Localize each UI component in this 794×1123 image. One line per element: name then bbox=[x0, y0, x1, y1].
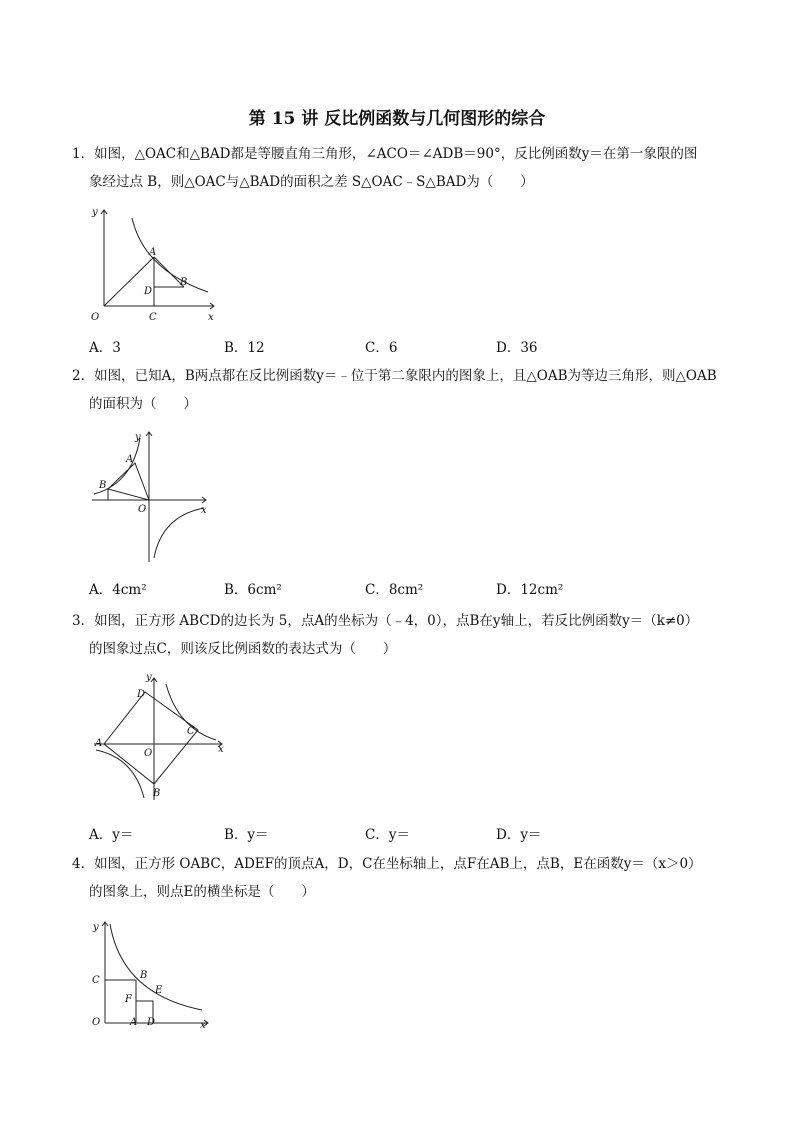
square-ABCD bbox=[104, 692, 198, 784]
label-C: C bbox=[187, 726, 195, 737]
option-C: C．6 bbox=[365, 340, 398, 356]
option-B: B．12 bbox=[224, 340, 265, 356]
option-C: C．y＝ bbox=[365, 827, 410, 843]
hyperbola-curve bbox=[132, 218, 208, 292]
label-E: E bbox=[155, 985, 163, 996]
option-B: B．y＝ bbox=[224, 827, 269, 843]
hyperbola-branch-4 bbox=[154, 508, 204, 558]
label-C: C bbox=[92, 975, 100, 986]
question-1-line-2: 象经过点 B，则△OAC与△BAD的面积之差 S△OAC﹣S△BAD为（ ） bbox=[89, 174, 534, 190]
option-B: B．6cm² bbox=[224, 582, 282, 598]
question-3-text-1: 如图，正方形 ABCD的边长为 5，点A的坐标为（﹣4，0），点B在y轴上，若反比例函数y＝（k≠0） bbox=[94, 613, 699, 629]
label-y: y bbox=[146, 672, 152, 683]
question-4-figure bbox=[88, 914, 213, 1032]
label-A: A bbox=[130, 1017, 138, 1028]
label-y: y bbox=[92, 207, 98, 218]
option-A: A．4cm² bbox=[89, 582, 147, 598]
label-C: C bbox=[149, 312, 157, 323]
question-1-figure bbox=[88, 200, 218, 325]
question-1-number: 1． bbox=[72, 146, 95, 162]
label-O: O bbox=[144, 748, 153, 759]
hyperbola-curve bbox=[110, 924, 202, 1010]
question-3-figure bbox=[88, 672, 228, 804]
label-B: B bbox=[180, 277, 188, 288]
option-D: D．36 bbox=[496, 340, 538, 356]
label-B: B bbox=[140, 970, 148, 981]
label-B: B bbox=[99, 480, 107, 491]
question-2-text-1: 如图，已知A，B两点都在反比例函数y＝﹣位于第二象限内的图象上，且△OAB为等边三角形，则△OAB bbox=[94, 368, 717, 384]
label-D: D bbox=[144, 286, 153, 297]
question-1-line-1 bbox=[72, 140, 742, 168]
question-4-number: 4． bbox=[72, 856, 95, 872]
question-3-line-1 bbox=[72, 607, 742, 635]
question-4-line-2: 的图象上，则点E的横坐标是（ ） bbox=[89, 884, 315, 900]
label-A: A bbox=[126, 454, 134, 465]
question-2-number: 2． bbox=[72, 368, 95, 384]
page-title: 第 15 讲 反比例函数与几何图形的综合 bbox=[248, 109, 546, 129]
question-4 bbox=[72, 850, 742, 906]
label-D: D bbox=[147, 1017, 156, 1028]
option-C: C．8cm² bbox=[365, 582, 424, 598]
label-D: D bbox=[137, 689, 146, 700]
label-F: F bbox=[125, 994, 132, 1005]
question-2-line-2: 的面积为（ ） bbox=[89, 396, 197, 412]
label-x: x bbox=[200, 1020, 206, 1031]
label-x: x bbox=[208, 312, 214, 323]
question-2-line-1 bbox=[72, 362, 742, 390]
label-O: O bbox=[92, 1017, 101, 1028]
question-4-line-1 bbox=[72, 850, 742, 878]
question-4-text-1: 如图，正方形 OABC，ADEF的顶点A，D，C在坐标轴上，点F在AB上，点B，E在函数y＝（x＞0） bbox=[94, 856, 702, 872]
label-O: O bbox=[138, 504, 147, 515]
segment-OA bbox=[104, 257, 154, 306]
question-2 bbox=[72, 362, 742, 418]
question-3-line-2: 的图象过点C，则该反比例函数的表达式为（ ） bbox=[89, 641, 397, 657]
option-D: D．y＝ bbox=[496, 827, 542, 843]
question-1 bbox=[72, 140, 742, 196]
label-O: O bbox=[91, 312, 100, 323]
label-B: B bbox=[153, 788, 161, 799]
option-A: A．3 bbox=[89, 340, 121, 356]
label-y: y bbox=[93, 922, 99, 933]
label-x: x bbox=[218, 744, 224, 755]
question-3 bbox=[72, 607, 742, 663]
label-y: y bbox=[135, 432, 141, 443]
option-D: D．12cm² bbox=[496, 582, 564, 598]
triangle-OAB bbox=[108, 463, 149, 500]
label-A: A bbox=[95, 738, 103, 749]
option-A: A．y＝ bbox=[89, 827, 134, 843]
label-A: A bbox=[149, 247, 157, 258]
question-3-number: 3． bbox=[72, 613, 95, 629]
question-2-figure bbox=[88, 428, 218, 564]
label-x: x bbox=[201, 505, 207, 516]
question-1-text-1: 如图，△OAC和△BAD都是等腰直角三角形，∠ACO＝∠ADB＝90°，反比例函数y＝在第一象限的图 bbox=[94, 146, 698, 162]
